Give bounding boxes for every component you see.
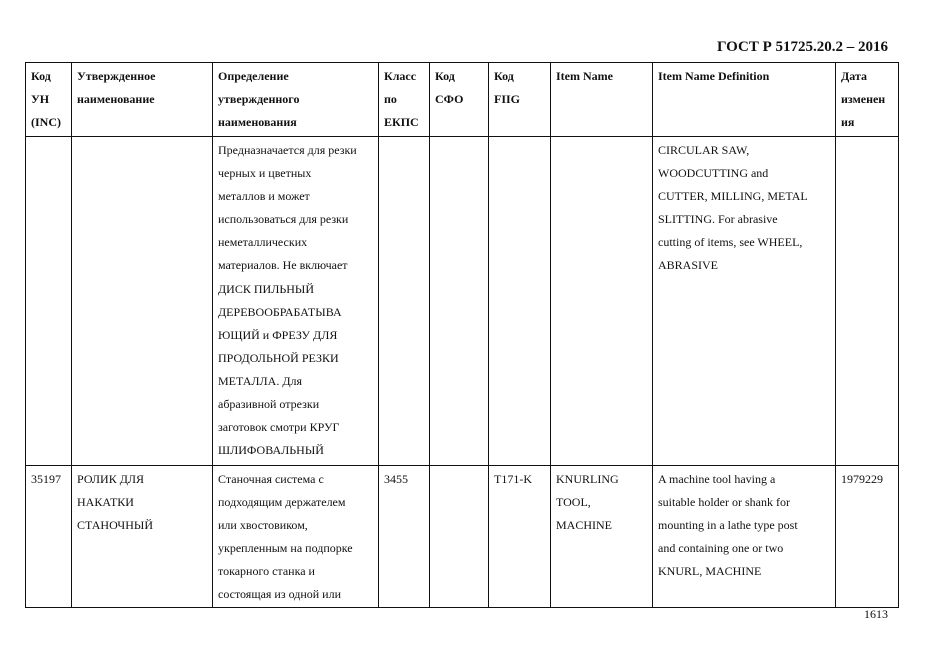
- header-cell-sfo: Код СФО: [430, 63, 489, 137]
- header-cell-definition: Определение утвержденного наименования: [213, 63, 379, 137]
- cell-code: [26, 137, 72, 466]
- cell-date: [836, 137, 899, 466]
- cell-fiig: T171-K: [489, 466, 551, 608]
- header-cell-code: Код УН (INC): [26, 63, 72, 137]
- cell-approved-name: [72, 137, 213, 466]
- header-cell-approved-name: Утвержденное наименование: [72, 63, 213, 137]
- cell-sfo: [430, 137, 489, 466]
- cell-definition: Станочная система с подходящим держателем или хвостовиком, укрепленным на подпорке токарного станка и состоящая из одной или: [213, 466, 379, 608]
- cell-class: 3455: [379, 466, 430, 608]
- document-header: ГОСТ Р 51725.20.2 – 2016: [716, 39, 888, 55]
- header-cell-date: Дата изменен ия: [836, 63, 899, 137]
- cell-fiig: [489, 137, 551, 466]
- table-row: [26, 466, 899, 608]
- cell-item-name: [551, 137, 653, 466]
- gost-table: [25, 62, 899, 608]
- cell-item-name: KNURLING TOOL, MACHINE: [551, 466, 653, 608]
- table-header-row: [26, 63, 899, 137]
- header-cell-item-definition: Item Name Definition: [653, 63, 836, 137]
- header-cell-item-name: Item Name: [551, 63, 653, 137]
- cell-approved-name: РОЛИК ДЛЯ НАКАТКИ СТАНОЧНЫЙ: [72, 466, 213, 608]
- cell-sfo: [430, 466, 489, 608]
- cell-code: 35197: [26, 466, 72, 608]
- page-number: 1613: [864, 607, 888, 621]
- table-row: [26, 137, 899, 466]
- cell-class: [379, 137, 430, 466]
- cell-item-definition: A machine tool having a suitable holder or shank for mounting in a lathe type post and containing one or two KNURL, MACHINE: [653, 466, 836, 608]
- cell-definition: Предназначается для резки черных и цветных металлов и может использоваться для резки неметаллических материалов. Не включает ДИСК ПИЛЬНЫЙ ДЕРЕВООБРАБАТЫВА ЮЩИЙ и ФРЕЗУ ДЛЯ ПРОДОЛЬНОЙ РЕЗКИ МЕТАЛЛА. Для абразивной отрезки заготовок смотри КРУГ ШЛИФОВАЛЬНЫЙ: [213, 137, 379, 466]
- cell-item-definition: CIRCULAR SAW, WOODCUTTING and CUTTER, MILLING, METAL SLITTING. For abrasive cutting of items, see WHEEL, ABRASIVE: [653, 137, 836, 466]
- cell-date: 1979229: [836, 466, 899, 608]
- header-cell-fiig: Код FIIG: [489, 63, 551, 137]
- header-cell-class: Класс по ЕКПС: [379, 63, 430, 137]
